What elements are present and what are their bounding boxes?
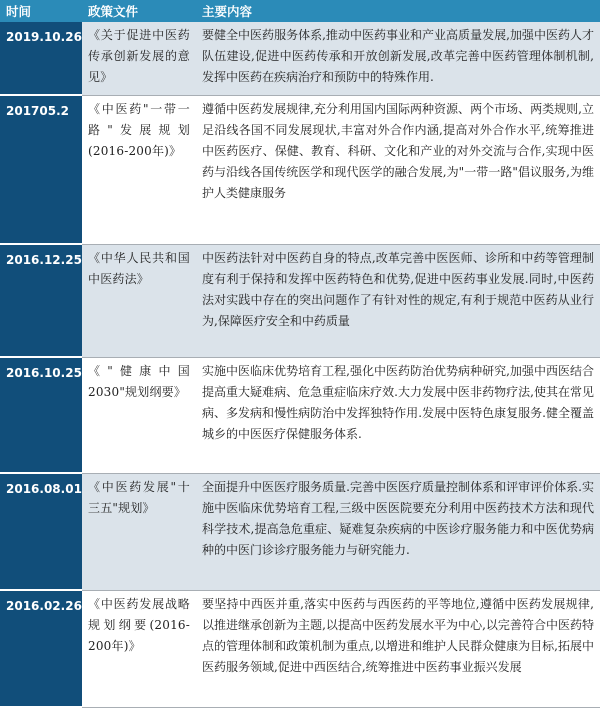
row-policy-document: 《中医药发展"十三五"规划》 [82, 473, 196, 590]
header-time: 时间 [0, 0, 82, 22]
row-policy-document: 《中医药发展战略规划纲要(2016-200年)》 [82, 590, 196, 707]
row-time: 2016.08.01 [0, 473, 82, 590]
row-time: 2016.10.25 [0, 357, 82, 473]
row-policy-document: 《"健康中国2030"规划纲要》 [82, 357, 196, 473]
row-policy-document: 《关于促进中医药传承创新发展的意见》 [82, 22, 196, 95]
header-policy-document: 政策文件 [82, 0, 196, 22]
row-policy-document: 《中医药"一带一路"发展规划(2016-200年)》 [82, 95, 196, 244]
row-time: 201705.2 [0, 95, 82, 244]
header-row [0, 0, 600, 22]
table-row [0, 95, 600, 244]
table-row [0, 590, 600, 707]
table-row [0, 22, 600, 95]
row-main-content: 实施中医临床优势培育工程,强化中医药防治优势病种研究,加强中西医结合提高重大疑难病、危急重症临床疗效.大力发展中医非药物疗法,使其在常见病、多发病和慢性病防治中发挥独特作用.发展中医特色康复服务.健全覆盖城乡的中医医疗保健服务体系. [196, 357, 600, 473]
row-main-content: 要健全中医药服务体系,推动中医药事业和产业高质量发展,加强中医药人才队伍建设,促进中医药传承和开放创新发展,改革完善中医药管理体制机制,发挥中医药在疾病治疗和预防中的特殊作用. [196, 22, 600, 95]
row-main-content: 要坚持中西医并重,落实中医药与西医药的平等地位,遵循中医药发展规律,以推进继承创新为主题,以提高中医药发展水平为中心,以完善符合中医药特点的管理体制和政策机制为重点,以增进和维护人民群众健康为目标,拓展中医药服务领域,促进中西医结合,统筹推进中医药事业振兴发展 [196, 590, 600, 707]
row-policy-document: 《中华人民共和国中医药法》 [82, 244, 196, 357]
table-row [0, 357, 600, 473]
table-row [0, 244, 600, 357]
row-main-content: 遵循中医药发展规律,充分利用国内国际两种资源、两个市场、两类规则,立足沿线各国不同发展现状,丰富对外合作内涵,提高对外合作水平,统筹推进中医药医疗、保健、教育、科研、文化和产业的对外交流与合作,实现中医药与沿线各国传统医学和现代医学的融合发展,为"一带一路"倡议服务,为维护人类健康服务 [196, 95, 600, 244]
row-main-content: 中医药法针对中医药自身的特点,改革完善中医医师、诊所和中药等管理制度有利于保持和发挥中医药特色和优势,促进中医药事业发展.同时,中医药法对实践中存在的突出问题作了有针对性的规定,有利于规范中医药从业行为,保障医疗安全和中药质量 [196, 244, 600, 357]
table-row [0, 473, 600, 590]
row-time: 2016.12.25 [0, 244, 82, 357]
row-main-content: 全面提升中医医疗服务质量.完善中医医疗质量控制体系和评审评价体系.实施中医临床优势培育工程,三级中医医院要充分利用中医药技术方法和现代科学技术,提高急危重症、疑难复杂疾病的中医诊疗服务能力和中医优势病种的中医门诊诊疗服务能力与研究能力. [196, 473, 600, 590]
header-main-content: 主要内容 [196, 0, 600, 22]
row-time: 2016.02.26 [0, 590, 82, 707]
row-time: 2019.10.26 [0, 22, 82, 95]
table-body [0, 22, 600, 707]
table-header [0, 0, 600, 22]
